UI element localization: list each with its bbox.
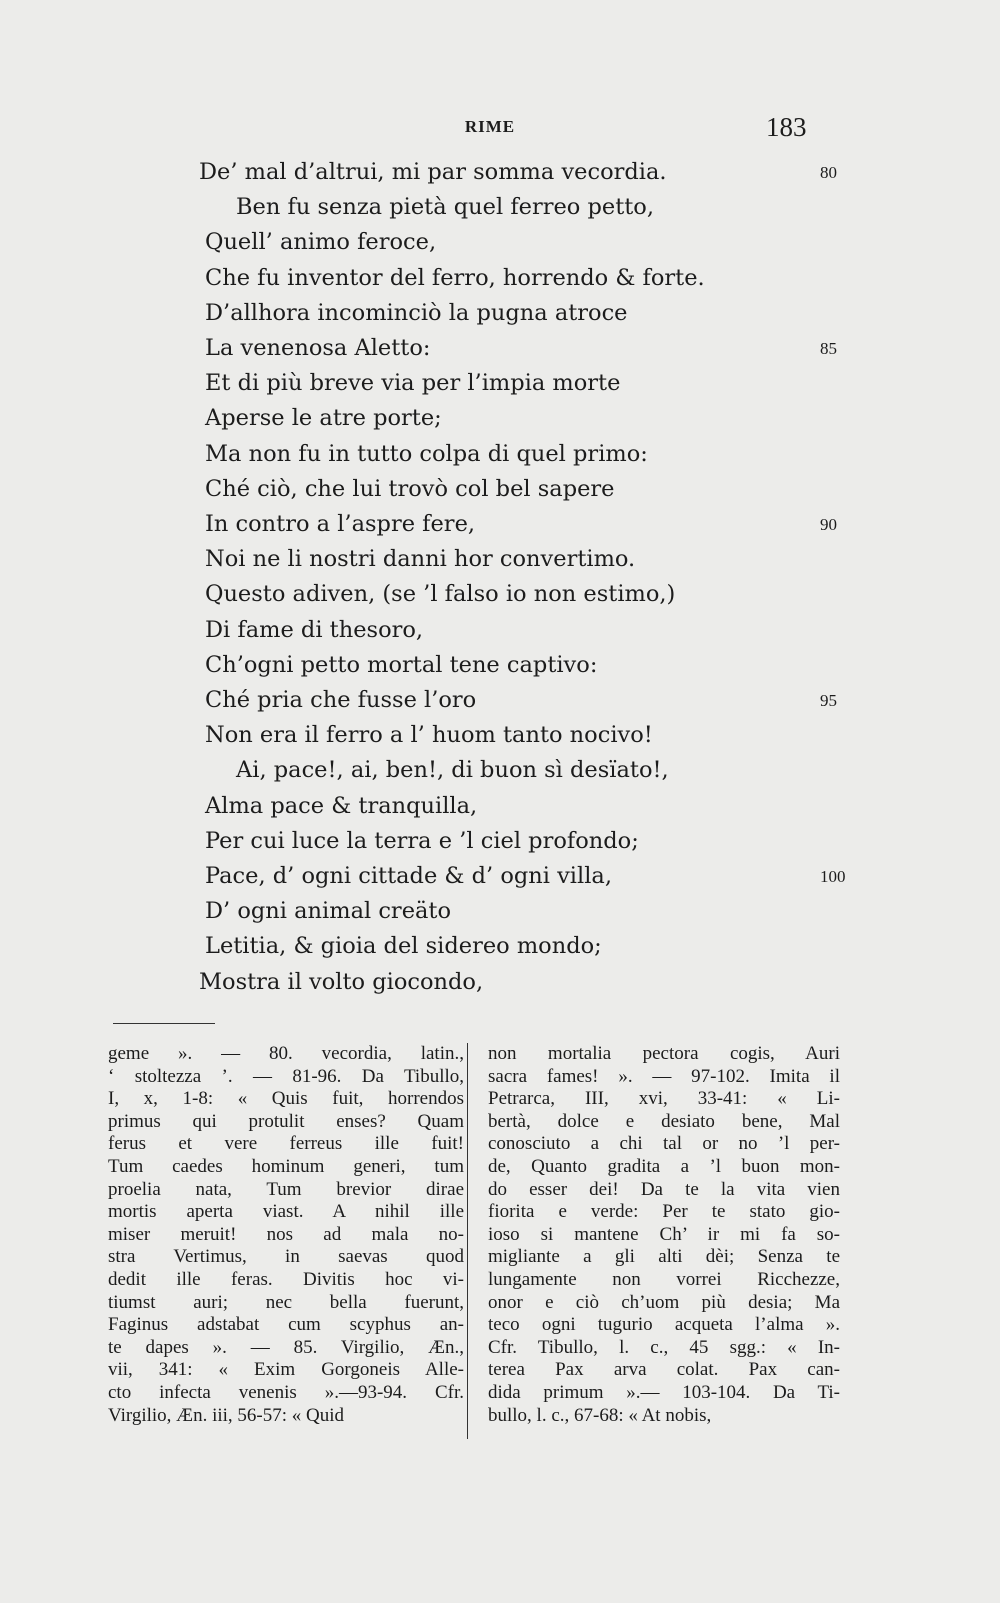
footnote-line: de, Quanto gradita a ’l buon mon- [488, 1155, 840, 1177]
footnote-line: tiumst auri; nec bella fuerunt, [108, 1291, 464, 1313]
footnote-line: sacra fames! ». — 97-102. Imita il [488, 1065, 840, 1087]
footnote-line: migliante a gli alti dèi; Senza te [488, 1246, 840, 1268]
footnote-line: fiorita e verde: Per te stato gio- [488, 1201, 840, 1223]
footnote-line: Virgilio, Æn. iii, 56-57: « Quid [108, 1404, 345, 1426]
column-divider [467, 1043, 468, 1439]
line-number: 80 [820, 163, 837, 182]
verse-line: D’ ogni animal creäto [205, 898, 452, 925]
verse-line: Ch’ogni petto mortal tene captivo: [205, 651, 598, 678]
footnote-line: lungamente non vorrei Ricchezze, [488, 1268, 840, 1290]
footnote-line: Tum caedes hominum generi, tum [108, 1155, 464, 1177]
verse-line: Ma non fu in tutto colpa di quel primo: [205, 440, 648, 467]
verse-line: Mostra il volto giocondo, [199, 968, 484, 995]
verse-line: La venenosa Aletto: [205, 335, 431, 361]
footnote-line: cto infecta venenis ».—93-94. Cfr. [108, 1381, 464, 1403]
verse-line: Non era il ferro a l’ huom tanto nocivo! [205, 722, 653, 749]
footnote-line: teco ogni tugurio acqueta l’alma ». [488, 1314, 840, 1336]
footnote-line: Petrarca, III, xvi, 33-41: « Li- [488, 1088, 840, 1110]
line-number: 90 [820, 515, 837, 534]
footnote-line: ioso si mantene Ch’ ir mi fa so- [488, 1223, 840, 1245]
line-number: 85 [820, 339, 837, 358]
footnotes-left-column [108, 1043, 464, 1427]
footnote-line: bertà, dolce e desiato bene, Mal [488, 1110, 840, 1132]
verse-line: De’ mal d’altrui, mi par somma vecordia. [199, 159, 667, 185]
verse-line: Quell’ animo feroce, [205, 229, 437, 256]
verse-line: Pace, d’ ogni cittade & d’ ogni villa, [205, 863, 612, 889]
footnote-line: onor e ciò ch’uom più desia; Ma [488, 1291, 840, 1313]
footnote-line: Cfr. Tibullo, l. c., 45 sgg.: « In- [488, 1336, 840, 1358]
verse-line: In contro a l’aspre fere, [205, 511, 476, 537]
footnote-line: mortis aperta viast. A nihil ille [108, 1201, 464, 1223]
footnote-line: miser meruit! nos ad mala no- [108, 1223, 464, 1245]
footnote-line: ferus et vere ferreus ille fuit! [108, 1133, 464, 1155]
running-head: RIME [464, 117, 516, 136]
verse-line: Questo adiven, (se ’l falso io non estimo,) [205, 581, 676, 608]
verse-line: Noi ne li nostri danni hor convertimo. [205, 546, 636, 573]
line-number: 95 [820, 691, 837, 710]
footnote-line: conosciuto a chi tal or no ’l per- [488, 1133, 840, 1155]
footnote-line: geme ». — 80. vecordia, latin., [108, 1043, 464, 1064]
verse-line: Aperse le atre porte; [205, 405, 442, 432]
footnote-line: bullo, l. c., 67-68: « At nobis, [488, 1404, 712, 1426]
verse-line: Di fame di thesoro, [205, 616, 424, 643]
footnote-line: dida primum ».— 103-104. Da Ti- [488, 1381, 840, 1403]
verse-line: Ben fu senza pietà quel ferreo petto, [236, 194, 654, 221]
verse-line: Et di più breve via per l’impia morte [205, 370, 621, 397]
line-number: 100 [820, 867, 846, 886]
footnote-line: ‘ stoltezza ’. — 81-96. Da Tibullo, [108, 1065, 464, 1087]
verse-line: Ai, pace!, ai, ben!, di buon sì desïato!, [236, 757, 669, 784]
footnote-line: do esser dei! Da te la vita vien [488, 1178, 840, 1200]
verse-line: Per cui luce la terra e ’l ciel profondo; [205, 827, 639, 854]
verse-line: Che fu inventor del ferro, horrendo & forte. [205, 264, 705, 291]
footnote-line: non mortalia pectora cogis, Auri [488, 1043, 840, 1064]
verse-line: Ché ciò, che lui trovò col bel sapere [205, 475, 615, 502]
footnote-line: terea Pax arva colat. Pax can- [488, 1359, 840, 1381]
verse-line: Letitia, & gioia del sidereo mondo; [205, 933, 602, 960]
verse-line: Alma pace & tranquilla, [205, 792, 478, 819]
footnote-rule [113, 1023, 215, 1024]
footnote-line: vii, 341: « Exim Gorgoneis Alle- [108, 1359, 464, 1381]
verse-line: D’allhora incominciò la pugna atroce [205, 299, 628, 326]
footnote-line: dedit ille feras. Divitis hoc vi- [108, 1268, 464, 1290]
footnote-line: proelia nata, Tum brevior dirae [108, 1178, 464, 1200]
footnote-line: I, x, 1-8: « Quis fuit, horrendos [108, 1088, 464, 1110]
footnotes-right-column [488, 1043, 840, 1427]
page-number: 183 [766, 112, 807, 142]
footnote-line: Faginus adstabat cum scyphus an- [108, 1314, 464, 1336]
verse-line: Ché pria che fusse l’oro [205, 687, 477, 713]
footnote-line: stra Vertimus, in saevas quod [108, 1246, 464, 1268]
footnote-line: primus qui protulit enses? Quam [108, 1110, 464, 1132]
footnote-line: te dapes ». — 85. Virgilio, Æn., [108, 1336, 464, 1358]
